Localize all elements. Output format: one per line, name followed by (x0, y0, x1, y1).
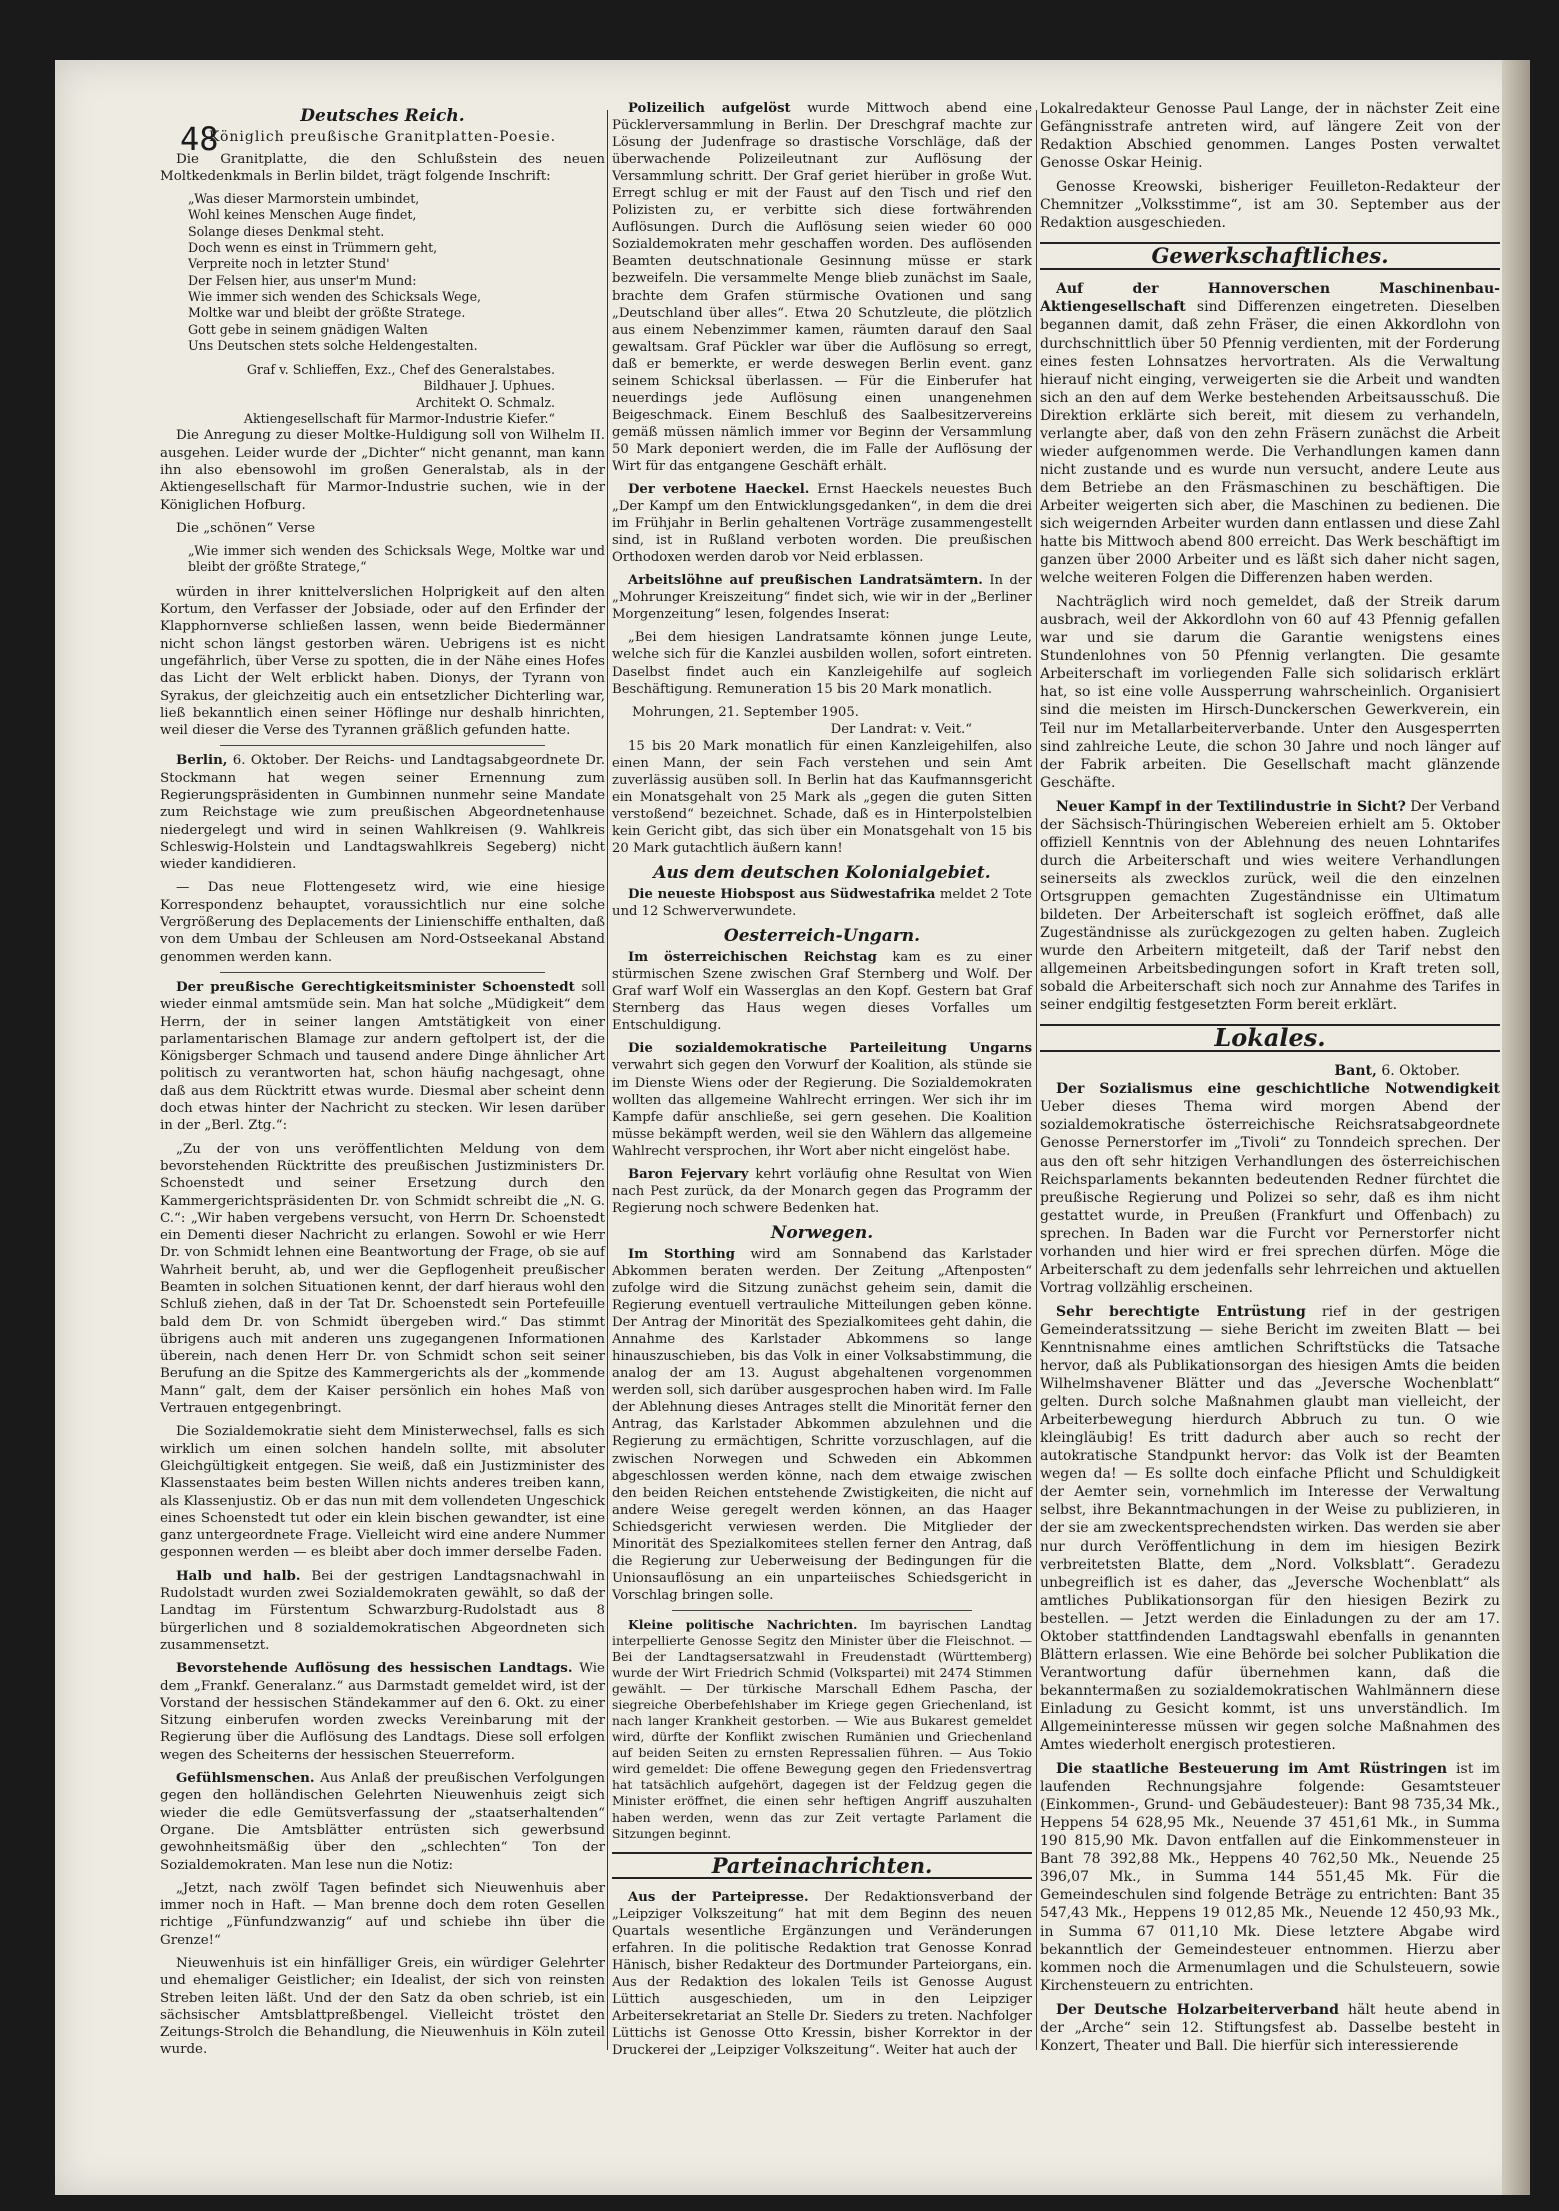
column-1 (160, 100, 605, 2065)
article-body: Ueber dieses Thema wird morgen Abend der sozialdemokratische österreichische Reichsratsabgeordnete Genosse Pernerstorfer im „Tivoli“ zu Tonndeich sprechen. Der aus den oft sehr hitzigen Verhandlungen des österreichischen Reichsparlaments bekannten bedeutenden Redner fürchtet die preußische Regierung und Polizei so sehr, daß es ihm nicht gestattet wurde, in Preußen (Frankfurt und Offenbach) zu sprechen. In Baden war die Furcht vor Pernerstorfer nicht vorhanden und hier wird er frei sprechen dürfen. Möge die Arbeiterschaft zu dem jedenfalls sehr lehrreichen und aktuellen Vortrag vollzählig erscheinen. (1040, 1099, 1500, 1296)
article-lead: Die sozialdemokratische Parteileitung Ungarns (628, 1041, 1032, 1057)
article-text: Die Granitplatte, die den Schlußstein des neuen Moltkedenkmals in Berlin bildet, trägt folgende Inschrift: (160, 151, 605, 184)
article-ungarn (612, 1040, 1032, 1159)
article-text: Die Anregung zu dieser Moltke-Huldigung soll von Wilhelm II. ausgehen. Leider wurde der „Dichter“ nicht genannt, man kann ihn also ebensowohl im großen Generalstab, als in der Aktiengesellschaft für Marmor-Industrie suchen, wie in der Königlichen Hofburg. (160, 428, 605, 513)
dateline-place: Bant, (1334, 1063, 1377, 1080)
article-text: Nachträglich wird noch gemeldet, daß der Streik darum ausbrach, weil der Akkordlohn von 60 auf 43 Pfennig gefallen war und sie darum die Garantie wenigstens eines Stundenlohnes von 50 Pfennig verlangten. Die gesamte Arbeiterschaft im vorliegenden Falle sich solidarisch erklärt hat, so ist eine volle Aussperrung wahrscheinlich. Organisiert sind die meisten im Hirsch-Dunckerschen Gewerkverein, ein Teil nur im Metallarbeiterverbande. Unter den Ausgesperrten sind zahlreiche Leute, die schon 30 Jahre und noch länger auf der Fabrik arbeiten. Die Gesellschaft macht glänzende Geschäfte. (1040, 594, 1500, 791)
poem-line: Uns Deutschen stets solche Heldengestalten. (188, 337, 478, 353)
article-berlin (160, 752, 605, 873)
article-entruestung (1040, 1303, 1500, 1754)
article-body: kam es zu einer stürmischen Szene zwischen Graf Sternberg und Wolf. Der Graf warf Wolf ein Wasserglas an den Kopf. Gestern bat Graf Sternberg das Haus wegen dieses Vorfalles um Entschuldigung. (612, 950, 1032, 1034)
article-text: Die Sozialdemokratie sieht dem Ministerwechsel, falls es sich wirklich um einen solchen handeln sollte, mit absoluter Gleichgültigkeit entgegen. Sie weiß, daß ein Justizminister des Klassenstaates beim besten Willen nichts anderes treiben kann, als Klassenjustiz. Ob er das nun mit dem vollendeten Ungeschick eines Schoenstedt tut oder ein klein bischen gewandter, ist eine ganz untergeordnete Frage. Vielleicht wird eine andere Nummer gesponnen werden — es bleibt aber doch immer derselbe Faden. (160, 1424, 605, 1561)
article-body: Aus Anlaß der preußischen Verfolgungen gegen den holländischen Gelehrten Nieuwenhuis zeigt sich wieder die edle Gemütsverfassung der „staatserhaltenden“ Organe. Die Amtsblätter entrüsten sich gewerbsund gewohnheitsmäßig über den „schlechten“ Ton der Sozialdemokraten. Man lese nun die Notiz: (160, 1771, 605, 1873)
article-reichstag (612, 949, 1032, 1034)
article-puckler (612, 100, 1032, 475)
column-rule-1 (607, 110, 608, 2050)
article-text: Lokalredakteur Genosse Paul Lange, der in nächster Zeit eine Gefängnisstrafe antreten wird, auf längere Zeit von der Redaktion Abschied genommen. Langes Posten verwaltet Genosse Oskar Heinig. (1040, 101, 1500, 172)
article-body: sind Differenzen eingetreten. Dieselben begannen damit, daß zehn Fräser, die einen Akkordlohn von durchschnittlich über 50 Pfennig verdienten, mit der Forderung eines festen Lohnsatzes hervortraten. Als die Verwaltung hierauf nicht einging, verweigerten sie die Arbeit und wandten sich an den auf dem Werke bestehenden Arbeitsausschuß. Die Direktion erklärte sich bereit, mit diesem zu verhandeln, verlangte aber, daß von den zehn Fräsern zunächst die Arbeit wieder aufgenommen werde. Die Verhandlungen kamen dann nicht zustande und es wurde nun versucht, andere Leute aus dem Betriebe an den Fräsmaschinen zu beschäftigen. Die Arbeiter weigerten sich aber, die Maschinen zu bedienen. Die sich weigernden Arbeiter wurden dann entlassen und diese Zahl hatte bis Mittwoch abend 800 erreicht. Das Werk beschäftigt im ganzen über 2000 Arbeiter und es läßt sich daher nicht sagen, welche weiteren Folgen die Differenzen haben werden. (1040, 299, 1500, 587)
signature-line: Graf v. Schlieffen, Exz., Chef des Generalstabes. (246, 362, 555, 378)
page-number: 48 (180, 120, 219, 158)
article-body: Bei der gestrigen Landtagsnachwahl in Rudolstadt wurden zwei Sozialdemokraten gewählt, so daß der Landtag im Fürstentum Schwarzburg-Rudolstadt aus 8 bürgerlichen und 8 sozialdemokratischen Abgeordneten sich zusammensetzt. (160, 1568, 605, 1653)
poem-line: Solange dieses Denkmal steht. (188, 223, 385, 239)
ad-signature: Der Landrat: v. Veit.“ (830, 721, 972, 737)
poem-line: Wohl keines Menschen Auge findet, (188, 207, 417, 223)
article-textil (1040, 798, 1500, 1015)
divider (672, 1610, 972, 1611)
article-lead: Polizeilich aufgelöst (628, 101, 791, 116)
poem-line: Verpreite noch in letzter Stund' (188, 256, 390, 272)
column-2 (612, 100, 1032, 2065)
article-text: „Zu der von uns veröffentlichten Meldung von dem bevorstehenden Rücktritte des preußischen Justizministers Dr. Schoenstedt und seiner Ersetzung durch den Kammergerichtspräsidenten Dr. von Schmidt schreibt die „N. G. C.“: „Wir haben vergebens versucht, von Herrn Dr. Schoenstedt ein Dementi dieser Nachricht zu erlangen. Sowohl er wie Herr Dr. von Schmidt lehnen eine Beantwortung der Frage, ob sie auf Wahrheit beruht, ab, und wer die Gepflogenheit preußischer Beamten in solchen Situationen kennt, der darf hieraus wohl den Schluß ziehen, daß in der Tat Dr. Schoenstedt sein Portefeuille bald dem Dr. von Schmidt übergeben wird.“ Das stimmt übrigens auch mit anderen uns zugegangenen Informationen überein, nach denen Herr Dr. von Schmidt schon seit seiner Berufung an die Spitze des Kammergerichts als der „kommende Mann“ galt, dem der Kaiser persönlich ein hohes Maß von Vertrauen entgegenbringt. (160, 1141, 605, 1417)
article-lead: Im österreichischen Reichstag (628, 950, 877, 966)
article-haeckel (612, 481, 1032, 566)
column-rule-2 (1036, 110, 1037, 2050)
article-parteipresse (612, 1889, 1032, 2059)
article-lead: Halb und halb. (176, 1567, 301, 1584)
article-suedwest (612, 886, 1032, 920)
article-body: wurde Mittwoch abend eine Pücklerversammlung in Berlin. Der Dreschgraf machte zur Lösung der Judenfrage so drastische Vorschläge, daß der überwachende Polizeileutnant zur Auflösung der Versammlung schritt. Der Graf geriet hierüber in große Wut. Erregt schlug er mit der Faust auf den Tisch und rief den Polizisten zu, er verbitte sich diese fortwährenden Auflösungen. Durch die Auflösung seien wieder 60 000 Sozialdemokraten mehr geschaffen worden. Des auflösenden Beamten deutschnationale Gesinnung müsse er stark bezweifeln. Die versammelte Menge blieb zunächst im Saale, brachte dem Grafen stürmische Ovationen und sang „Deutschland über alles“. Etwa 20 Schutzleute, die plötzlich aus einem Nebenzimmer kamen, räumten darauf den Saal gewaltsam. Graf Pückler war über die Auflösung so erregt, daß er bemerkte, er werde deswegen Berlin event. ganz seinem Schicksal überlassen. — Für die Einberufer hat neuerdings jede Auflösung einen unangenehmen Beigeschmack. Einem Beschluß des Saalbesitzervereins gemäß müssen nämlich immer vor Beginn der Versammlung 50 Mark deponiert werden, die im Falle der Auflösung der Wirt für das entgangene Geschäft erhält. (612, 101, 1032, 474)
divider (220, 745, 545, 746)
article-text: Die „schönen“ Verse (176, 520, 316, 536)
article-hessen (160, 1660, 605, 1764)
article-storthing (612, 1246, 1032, 1604)
inscription-poem (160, 191, 605, 354)
article-lead: Bevorstehende Auflösung des hessischen Landtags. (176, 1660, 573, 1677)
section-heading-deutsches-reich: Deutsches Reich. (300, 106, 465, 126)
article-landrat (612, 572, 1032, 623)
section-heading-norwegen: Norwegen. (770, 1222, 874, 1243)
article-body: hält heute abend in der „Arche“ sein 12. Stiftungsfest ab. Dasselbe besteht in Konzert, Theater und Ball. Die hierfür sich interessierende (1040, 2001, 1500, 2054)
quoted-ad: „Bei dem hiesigen Landratsamte können junge Leute, welche sich für die Kanzlei ausbilden wollen, sofort eintreten. Daselbst findet auch ein Kanzleigehilfe auf sogleich Beschäftigung. Remuneration 15 bis 20 Mark monatlich. (612, 630, 1032, 697)
article-text: 15 bis 20 Mark monatlich für einen Kanzleigehilfen, also einen Mann, der sein Fach verstehen und sein Amt zuverlässig ausüben soll. In Berlin hat das Kaufmannsgericht ein Monatsgehalt von 25 Mark als „gegen die guten Sitten verstoßend“ bezeichnet. Schade, daß es in Hinterpolstelbien kein Gericht gibt, das sich über ein Monatsgehalt von 15 bis 20 Mark gutachtlich äußern kann! (612, 738, 1032, 856)
section-heading-lokales: Lokales. (1040, 1024, 1500, 1052)
article-body: kehrt vorläufig ohne Resultat von Wien nach Pest zurück, da der Monarch gegen das Programm der Regierung noch schwere Bedenken hat. (612, 1166, 1032, 1216)
article-lead: Gefühlsmenschen. (176, 1770, 315, 1787)
article-body: Im bayrischen Landtag interpellierte Genosse Segitz den Minister über die Fleischnot. — Bei der Landtagsersatzwahl in Freudenstadt (Württemberg) wurde der Wirt Friedrich Schmid (Volkspartei) mit 2474 Stimmen gewählt. — Der türkische Marschall Edhem Pascha, der siegreiche Oberbefehlshaber im Kriege gegen Griechenland, ist nach langer Krankheit gestorben. — Wie aus Bukarest gemeldet wird, dürfte der Konflikt zwischen Rumänien und Griechenland auf beiden Seiten zu ernsten Repressalien führen. — Aus Tokio wird gemeldet: Die offene Bewegung gegen den Friedensvertrag hat tatsächlich aufgehört, dagegen ist der Feldzug gegen die Minister eröffnet, die einen sehr heftigen Angriff auszuhalten haben werden, wenn das zur Zeit vertagte Parlament die Sitzungen beginnt. (612, 1616, 1032, 1841)
section-heading-partei: Parteinachrichten. (612, 1852, 1032, 1879)
article-schoenstedt (160, 979, 605, 1135)
section-heading-gewerkschaft: Gewerkschaftliches. (1040, 242, 1500, 270)
article-body: Der Verband der Sächsisch-Thüringischen Webereien erhielt am 5. Oktober offiziell Kenntnis von der Ablehnung des neuen Lohntarifes durch die Arbeiterschaft und wies weitere Verhandlungen seinerseits als zwecklos zurück, weil die den einzelnen Ortsgruppen gemachten Zugeständnisse ein Ultimatum bildeten. Der Arbeiterschaft ist sogleich eröffnet, daß alle Zugeständnisse als zurückgezogen zu gelten haben. Zugleich wurde den Arbeitern mitgeteilt, daß der Tarif nebst den allgemeinen Arbeitsbedingungen sofort in Kraft treten soll, sobald die Arbeiterschaft sich noch zur Annahme des Tarifes in seiner endgiltig festgesetzten Form bereit erklärt. (1040, 798, 1500, 1014)
article-lead: Aus der Parteipresse. (628, 1889, 809, 1905)
article-lead: Der Deutsche Holzarbeiterverband (1056, 2001, 1339, 2018)
article-lead: Die staatliche Besteuerung im Amt Rüstringen (1056, 1761, 1448, 1778)
article-lead: Sehr berechtigte Entrüstung (1056, 1303, 1306, 1320)
article-lead: Der Sozialismus eine geschichtliche Notwendigkeit (1056, 1081, 1500, 1098)
article-subheading: Königlich preußische Granitplatten-Poesie. (208, 129, 557, 146)
article-body: ist im laufenden Rechnungsjahre folgende: Gesamtsteuer (Einkommen-, Grund- und Gebäudesteuer): Bant 98 735,34 Mk., Heppens 54 628,95 Mk., Neuende 37 451,61 Mk., in Summa 190 815,90 Mk. Davon entfallen auf die Einkommensteuer in Bant 78 392,88 Mk., Heppens 40 762,50 Mk., Neuende 25 396,07 Mk., in Summa 144 551,45 Mk. Für die Gemeindeschulen sind folgende Beträge zu entrichten: Bant 35 547,43 Mk., Heppens 19 012,85 Mk., Neuende 12 450,93 Mk., in Summa 67 011,10 Mk. Diese letztere Abgabe wird bekanntlich der Gemeindesteuer entnommen. Hierzu aber kommen noch die Armenumlagen und die Schulsteuern, sowie Kirchensteuern zu entrichten. (1040, 1761, 1501, 1994)
article-body: Ernst Haeckels neuestes Buch „Der Kampf um den Entwicklungsgedanken“, in dem die drei im Frühjahr in Berlin gehaltenen Vorträge zusammengestellt sind, ist in Rußland verboten worden. Die preußischen Orthodoxen werden darob vor Neid erblassen. (612, 482, 1032, 566)
article-body: meldet 2 Tote und 12 Schwerverwundete. (612, 887, 1032, 920)
poem-line: Moltke war und bleibt der größte Stratege. (188, 305, 466, 321)
poem-line: Doch wenn es einst in Trümmern geht, (188, 240, 438, 256)
article-body: verwahrt sich gegen den Vorwurf der Koalition, als stünde sie im Dienste Wiens oder der Regierung. Die Sozialdemokraten wollten das allgemeine Wahlrecht erringen. Wer sich ihr im Kampfe dafür anschließe, sei gern gesehen. Die Koalition müsse bekämpft werden, weil sie den Wählern das allgemeine Wahlrecht versprochen, ihr Wort aber nicht eingelöst habe. (612, 1058, 1032, 1159)
article-text: würden in ihrer knittelverslichen Holprigkeit auf den alten Kortum, den Verfasser der Jobsiade, oder auf den Erfinder der Klapphornverse schließen lassen, wenn beide Biedermänner nicht schon längst gestorben wären. Uebrigens ist es nicht ungefährlich, über Verse zu spotten, die in der Nähe eines Hofes das Licht der Welt erblickt haben. Dionys, der Tyrann von Syrakus, der gleichzeitig auch ein entsetzlicher Dichterling war, ließ bekanntlich einen seiner Höflinge nur deshalb hinrichten, weil dieser die Verse des Tyrannen gräßlich gefunden hatte. (160, 584, 605, 739)
article-lead: Arbeitslöhne auf preußischen Landratsämtern. (628, 573, 983, 589)
article-halb (160, 1568, 605, 1654)
poem-line: „Was dieser Marmorstein umbindet, (188, 191, 420, 207)
article-lead: Im Storthing (628, 1246, 735, 1262)
page-edge (1502, 60, 1530, 2195)
dateline-date: 6. Oktober. (1381, 1063, 1460, 1080)
dateline (1040, 1062, 1500, 1080)
article-kleine-nachrichten (612, 1617, 1032, 1842)
article-body: Der Redaktionsverband der „Leipziger Volkszeitung“ hat mit dem Beginn des neuen Quartals wesentliche Ergänzungen und Veränderungen erfahren. In die politische Redaktion trat Genosse Konrad Hänisch, bisher Redakteur des Dortmunder Parteiorgans, ein. Aus der Redaktion des lokalen Teils ist Genosse August Lüttich ausgeschieden, um in den Leipziger Arbeitersekretariat an Stelle Dr. Sieders zu treten. Nachfolger Lüttichs ist Genosse Otto Kressin, bisher Korrektor in der Druckerei der „Leipziger Volkszeitung“. Weiter hat auch der (612, 1889, 1032, 2059)
article-lead: Berlin, (176, 752, 228, 769)
article-lead: Die neueste Hiobspost aus Südwestafrika (628, 887, 936, 903)
article-sozialismus (1040, 1080, 1500, 1297)
article-hannover (1040, 280, 1500, 587)
article-body: wird am Sonnabend das Karlstader Abkommen beraten werden. Der Zeitung „Aftenposten“ zufolge wird die Sitzung zunächst geheim sein, damit die Regierung eventuell vertrauliche Mitteilungen geben könne. Der Antrag der Minorität des Spezialkomitees geht dahin, die Annahme des Karlstader Abkommens so lange hinauszuschieben, bis das Volk in einer Volksabstimmung, die analog der am 13. August abgehaltenen vorgenommen werden soll, sich darüber ausgesprochen haben wird. Im Falle der Ablehnung dieses Antrages stellt die Minorität ferner den Antrag, das Karlstader Abkommen abzulehnen und die Regierung zu ermächtigen, Schritte vorzuschlagen, auf die zwischen Norwegen und Schweden ein Abkommen abgeschlossen werden könne, nach dem etwaige zwischen den beiden Reichen entstehende Zwistigkeiten, die nicht auf andere Weise geregelt werden können, an das Haager Schiedsgericht verwiesen werden. Die Mitglieder der Minorität des Spezialkomitees stellen ferner den Antrag, daß die Regierung zur Ueberweisung der Bedingungen für die Unionsauflösung an ein unparteiisches Schiedsgericht in Vorschlag bringen solle. (612, 1246, 1032, 1603)
poem-line: Wie immer sich wenden des Schicksals Wege, (188, 288, 482, 304)
inscription-signatures (160, 362, 605, 427)
signature-line: Aktiengesellschaft für Marmor-Industrie Kiefer.“ (243, 411, 555, 427)
article-holzarbeiter (1040, 2001, 1500, 2055)
signature-line: Bildhauer J. Uphues. (423, 378, 555, 394)
article-gefuehl (160, 1770, 605, 1874)
article-steuer (1040, 1760, 1500, 1995)
ad-date: Mohrungen, 21. September 1905. (632, 704, 859, 720)
signature-line: Architekt O. Schmalz. (415, 394, 555, 410)
section-heading-kolonial: Aus dem deutschen Kolonialgebiet. (653, 863, 991, 884)
article-body: 6. Oktober. Der Reichs- und Landtagsabgeordnete Dr. Stockmann hat wegen seiner Ernennung zum Regierungspräsidenten in Gumbinnen nunmehr seine Mandate zum Reichstage wie zum preußischen Abgeordnetenhause niedergelegt und wird in seinen Wahlkreisen (9. Wahlkreis Schleswig-Holstein und Landtagswahlkreis Segeberg) nicht wieder kandidieren. (160, 753, 606, 873)
section-heading-oesterreich: Oesterreich-Ungarn. (723, 926, 921, 947)
article-text: Genosse Kreowski, bisheriger Feuilleton-Redakteur der Chemnitzer „Volksstimme“, ist am 30. September aus der Redaktion ausgeschieden. (1040, 179, 1500, 232)
poem-line: Der Felsen hier, aus unser'm Mund: (188, 272, 417, 288)
column-3 (1040, 100, 1500, 2061)
poem-line: Gott gebe in seinem gnädigen Walten (188, 321, 428, 337)
article-text: „Jetzt, nach zwölf Tagen befindet sich Nieuwenhuis aber immer noch in Haft. — Man brenne doch dem roten Gesellen richtige „Fünfundzwanzig“ auf und schiebe ihn über die Grenze!“ (160, 1880, 605, 1948)
article-lead: Auf der Hannoverschen Maschinenbau-Aktiengesellschaft (1040, 281, 1500, 316)
article-text: — Das neue Flottengesetz wird, wie eine hiesige Korrespondenz behauptet, voraussichtlich nur eine solche Vergrößerung des Deplacements der Linienschiffe enthalten, daß von dem Umbau der Schleusen am Nord-Ostseekanal Abstand genommen werden kann. (160, 880, 605, 965)
article-lead: Neuer Kampf in der Textilindustrie in Sicht? (1056, 798, 1406, 815)
article-fejervary (612, 1166, 1032, 1217)
quoted-verse: „Wie immer sich wenden des Schicksals Wege, Moltke war und bleibt der größte Stratege,“ (188, 543, 605, 575)
divider (220, 972, 545, 973)
article-body: In der „Mohrunger Kreiszeitung“ findet sich, wie wir in der „Berliner Morgenzeitung“ lesen, folgendes Inserat: (612, 573, 1032, 623)
article-lead: Der preußische Gerechtigkeitsminister Schoenstedt (176, 978, 575, 995)
article-body: soll wieder einmal amtsmüde sein. Man hat solche „Müdigkeit“ dem Herrn, der in seiner langen Amtstätigkeit von einer parlamentarischen Blamage zur andern geftolpert ist, der die Königsberger Schmach und tausend andere Dinge ähnlicher Art politisch zu verantworten hat, schon häufig nachgesagt, ohne daß aus dem Rücktritt etwas wurde. Diesmal aber scheint denn doch etwas hinter der Nachricht zu stecken. Wir lesen darüber in der „Berl. Ztg.“: (160, 979, 605, 1134)
article-lead: Kleine politische Nachrichten. (628, 1616, 858, 1632)
article-text: Nieuwenhuis ist ein hinfälliger Greis, ein würdiger Gelehrter und ehemaliger Geistlicher; ein Idealist, der sich von reinsten Streben leiten läßt. Und der den Satz da oben schrieb, ist ein sächsischer Amtsblattpreßbengel. Vielleicht tröstet den Zeitungs-Strolch die Behandlung, die Nieuwenhuis in Köln zuteil wurde. (160, 1955, 605, 2058)
article-body: rief in der gestrigen Gemeinderatssitzung — siehe Bericht im zweiten Blatt — bei Kenntnisnahme eines amtlichen Schriftstücks die Tatsache hervor, daß als Publikationsorgan des hiesigen Amts die beiden Wilhelmshavener Blätter und das „Jeversche Wochenblatt“ gelten. Durch solche Maßnahmen glaubt man vielleicht, der Arbeiterbewegung hierdurch Abbruch zu tun. O wie kleingläubig! Es tritt dadurch aber auch so recht der autokratische Standpunkt hervor: das Volk ist der Beamten wegen da! — Es sollte doch einfache Pflicht und Schuldigkeit der Aemter sein, vornehmlich im Interesse der Verwaltung selbst, ihre Bekanntmachungen in der Weise zu publizieren, in der sie am zweckentsprechendsten wirken. Das werden sie aber nur durch Veröffentlichung in dem im hiesigen Bezirk verbreitetsten Blatte, dem „Nord. Volksblatt“. Geradezu unbegreiflich ist es daher, das „Jeversche Wochenblatt“ als amtliches Publikationsorgan für den hiesigen Bezirk zu bestellen. — Jetzt werden die Einladungen zu der am 17. Oktober stattfindenden Landtagswahl ebenfalls in genannten Blättern erlassen. Wie eine Behörde bei solcher Publikation die Verantwortung dafür übernehmen kann, daß die bekanntermaßen zu sozialdemokratischen Wahlmännern diese Einladung zu Gesicht kommt, ist uns unverständlich. Im Allgemeininteresse müssen wir gegen solche Maßnahmen des Amtes wiederholt energisch protestieren. (1040, 1303, 1500, 1754)
article-lead: Baron Fejervary (628, 1166, 749, 1182)
article-lead: Der verbotene Haeckel. (628, 482, 810, 498)
article-body: Wie dem „Frankf. Generalanz.“ aus Darmstadt gemeldet wird, ist der Vorstand der hessischen Ständekammer auf den 6. Okt. zu einer Sitzung einberufen worden zwecks Vereinbarung mit der Regierung über die Auflösung des Landtags. Diese soll erfolgen wegen des Scheiterns der hessischen Steuerreform. (160, 1661, 605, 1763)
